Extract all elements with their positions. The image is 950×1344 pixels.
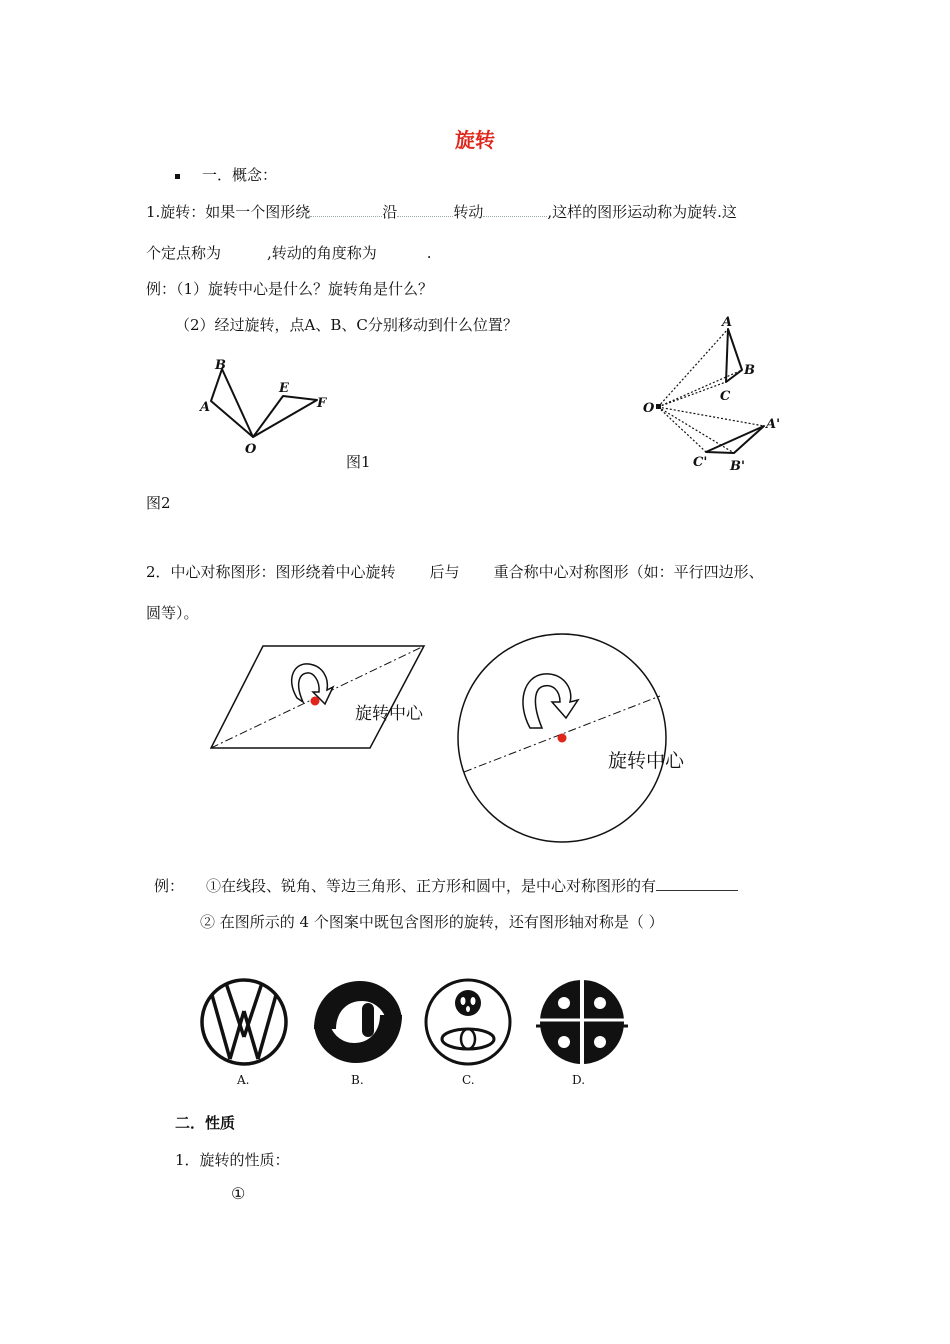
option-a-label[interactable]: A. — [237, 1073, 250, 1087]
triangle-ABC — [726, 329, 742, 382]
blank-direction — [397, 202, 453, 217]
triangle-A'B'C' — [706, 426, 764, 453]
bullet-icon — [175, 174, 180, 179]
central-text-2: 后与 — [429, 563, 460, 581]
option-b-pattern — [314, 981, 402, 1063]
label-E: E — [279, 381, 289, 396]
label-A: A — [722, 315, 733, 330]
rotation-center-dot — [311, 697, 320, 706]
section-heading-text: 一．概念： — [202, 166, 278, 184]
label-B-prime: B' — [730, 459, 745, 474]
label-F: F — [317, 396, 327, 411]
def-text-1: 1.旋转：如果一个图形绕 — [146, 203, 311, 221]
label-B: B — [744, 363, 755, 378]
blank-angle — [483, 202, 547, 217]
blank-center — [310, 202, 382, 217]
properties-item-1: 1．旋转的性质： — [175, 1151, 290, 1169]
example2-line-1 — [154, 875, 738, 896]
option-a-pattern — [202, 980, 286, 1064]
example1-q1: 例：（1）旋转中心是什么？旋转角是什么？ — [146, 280, 434, 298]
option-c-label[interactable]: C. — [462, 1073, 475, 1087]
definition-line-1 — [146, 201, 737, 222]
central-symmetry-line-2: 圆等）。 — [146, 604, 199, 622]
figure2-diagram — [638, 312, 788, 477]
def-text-2: 沿 — [382, 203, 398, 221]
center-label: 旋转中心 — [608, 750, 685, 772]
center-label: 旋转中心 — [355, 704, 423, 724]
label-C-prime: C' — [693, 455, 708, 470]
parallelogram-figure — [205, 640, 465, 755]
triangle-EFO — [253, 396, 317, 437]
page-title: 旋转 — [455, 128, 495, 152]
option-d-pattern — [536, 979, 628, 1067]
label-A-prime: A' — [766, 417, 781, 432]
figure1-caption: 图1 — [346, 453, 371, 471]
options-figure — [196, 975, 636, 1090]
def-text-5: 个定点称为 — [146, 244, 222, 262]
figure2-caption: 图2 — [146, 494, 171, 512]
option-d-label[interactable]: D. — [572, 1073, 586, 1087]
example1-q2: （2）经过旋转，点A、B、C分别移动到什么位置？ — [175, 316, 518, 334]
def-text-6: ,转动的角度称为 — [267, 244, 377, 262]
label-O: O — [245, 442, 257, 457]
def-text-7: . — [426, 244, 432, 262]
def-text-4: ,这样的图形运动称为旋转.这 — [547, 203, 737, 221]
central-symmetry-line-1 — [146, 561, 764, 582]
example2-q1: ①在线段、锐角、等边三角形、正方形和圆中，是中心对称图形的有 — [206, 877, 657, 895]
triangle-ABO — [211, 369, 253, 437]
label-C: C — [720, 389, 731, 404]
label-O: O — [643, 401, 655, 416]
central-text-1: 2．中心对称图形：图形绕着中心旋转 — [146, 563, 396, 581]
rotation-center-dot — [558, 734, 567, 743]
example2-prefix: 例： — [154, 877, 185, 895]
answer-blank — [656, 876, 738, 891]
label-B: B — [215, 358, 226, 373]
label-A: A — [200, 400, 211, 415]
def-text-3: 转动 — [453, 203, 484, 221]
option-c-pattern — [426, 980, 510, 1064]
properties-sub-1: ① — [231, 1184, 246, 1203]
option-b-label[interactable]: B. — [351, 1073, 364, 1087]
example2-line-2: ② 在图所示的 4 个图案中既包含图形的旋转，还有图形轴对称是（ ） — [200, 913, 664, 931]
figure1-diagram — [195, 355, 340, 460]
central-text-3: 重合称中心对称图形（如：平行四边形、 — [493, 563, 764, 581]
rotation-arrow-icon — [523, 674, 578, 728]
circle-figure — [452, 632, 722, 847]
section-heading-concept — [175, 164, 277, 185]
definition-line-2 — [146, 242, 432, 263]
section-heading-properties: 二．性质 — [175, 1114, 236, 1132]
